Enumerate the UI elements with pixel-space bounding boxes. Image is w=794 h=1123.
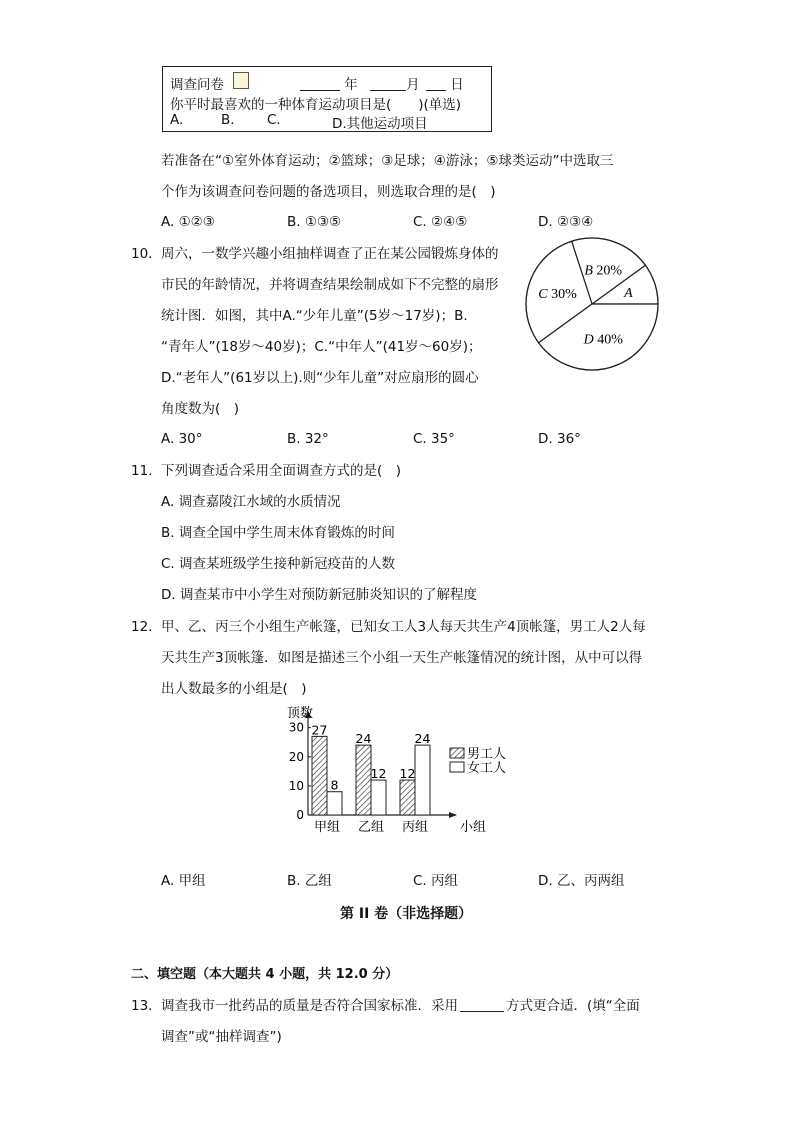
q9-choice-a[interactable]: A. ①②③ [161,214,215,230]
x-category-label: 甲组 [313,820,341,835]
y-axis-label: 顶数 [286,706,314,721]
survey-blank-box [233,72,249,89]
survey-date: 年 月 日 [300,73,464,93]
legend-label: 男工人 [467,747,507,762]
q10-choice-d[interactable]: D. 36° [538,431,581,447]
q11-choice-b[interactable]: B. 调查全国中学生周末体育锻炼的时间 [161,525,395,541]
bar-乙组-女工人 [371,780,386,815]
x-axis-arrow [449,812,457,818]
survey-title: 调查问卷 [170,77,224,93]
bar-value-label: 12 [370,766,387,782]
bar-丙组-女工人 [415,745,430,815]
q10-choice-c[interactable]: C. 35° [413,431,455,447]
bar-乙组-男工人 [356,745,371,815]
section-title: 二、填空题（本大题共 4 小题，共 12.0 分） [131,967,399,982]
q9-choice-b[interactable]: B. ①③⑤ [287,214,342,230]
q12-choice-d[interactable]: D. 乙、丙两组 [538,873,625,889]
bar-甲组-男工人 [312,736,327,815]
q10-line: 角度数为( ) [161,401,240,417]
y-tick-label: 30 [288,720,304,735]
legend-swatch [450,762,464,772]
q9-line1: 若准备在“①室外体育运动；②篮球；③足球；④游泳；⑤球类运动”中选取三 [161,153,614,169]
bar-甲组-女工人 [327,792,342,815]
q9-choice-c[interactable]: C. ②④⑤ [413,214,468,230]
legend-swatch [450,748,464,758]
q12-line: 天共生产3顶帐篷．如图是描述三个小组一天生产帐篷情况的统计图，从中可以得 [161,650,643,666]
q10-choice-a[interactable]: A. 30° [161,431,203,447]
q9-choice-d[interactable]: D. ②③④ [538,214,594,230]
q13-number: 13. [131,998,153,1014]
legend-label: 女工人 [467,761,507,776]
q10-line: 市民的年龄情况，并将调查结果绘制成如下不完整的扇形 [161,277,499,293]
q11-choice-c[interactable]: C. 调查某班级学生接种新冠疫苗的人数 [161,556,396,572]
bar-chart [280,700,507,840]
bar-丙组-男工人 [400,780,415,815]
q12-choice-b[interactable]: B. 乙组 [287,873,332,889]
survey-option-c: C. [267,112,281,128]
survey-option-a: A. [170,112,184,128]
pie-label-a: A [624,286,633,302]
bar-value-label: 8 [330,777,339,793]
x-category-label: 丙组 [401,820,429,835]
q12-number: 12. [131,619,153,635]
x-axis-label: 小组 [460,820,487,835]
survey-option-d: D.其他运动项目 [332,116,428,132]
survey-question: 你平时最喜欢的一种体育运动项目是( )(单选) [170,97,462,113]
q11-number: 11. [131,463,153,479]
q11-choice-a[interactable]: A. 调查嘉陵江水域的水质情况 [161,494,341,510]
y-tick-label: 20 [288,749,304,764]
x-category-label: 乙组 [357,820,385,835]
q10-line: 周六，一数学兴趣小组抽样调查了正在某公园锻炼身体的 [161,246,499,262]
part2-title: 第 II 卷（非选择题） [340,906,473,922]
q11-choice-d[interactable]: D. 调查某市中小学生对预防新冠肺炎知识的了解程度 [161,587,477,603]
bar-value-label: 12 [399,766,416,782]
pie-label-d: D 40% [583,332,623,348]
q10-choice-b[interactable]: B. 32° [287,431,329,447]
pie-chart [520,220,665,388]
y-tick-label: 0 [296,808,304,822]
y-tick-label: 10 [288,778,304,793]
q12-line: 出人数最多的小组是( ) [161,681,307,697]
pie-label-b: B 20% [584,263,623,279]
survey-option-b: B. [221,112,235,128]
q12-choice-a[interactable]: A. 甲组 [161,873,206,889]
q10-line: “青年人”(18岁～40岁)；C.“中年人”(41岁～60岁)； [161,339,482,355]
q13-answer-blank[interactable] [460,997,504,1012]
bar-value-label: 27 [311,722,328,738]
pie-label-c: C 30% [538,286,577,302]
q10-line: 统计图．如图，其中A.“少年儿童”(5岁～17岁)；B. [161,308,468,324]
q9-line2: 个作为该调查问卷问题的备选项目，则选取合理的是( ) [161,184,496,200]
q12-line: 甲、乙、丙三个小组生产帐篷，已知女工人3人每天共生产4顶帐篷，男工人2人每 [161,619,646,635]
q13-line2: 调查”或“抽样调查”) [161,1029,282,1045]
q12-choice-c[interactable]: C. 丙组 [413,873,459,889]
q13-line1: 调查我市一批药品的质量是否符合国家标准．采用 方式更合适．(填“全面 [161,998,640,1014]
bar-value-label: 24 [355,731,372,747]
q11-stem: 下列调查适合采用全面调查方式的是( ) [161,463,402,479]
q10-number: 10. [131,246,153,262]
bar-value-label: 24 [414,731,431,747]
q10-line: D.“老年人”(61岁以上).则“少年儿童”对应扇形的圆心 [161,370,479,386]
